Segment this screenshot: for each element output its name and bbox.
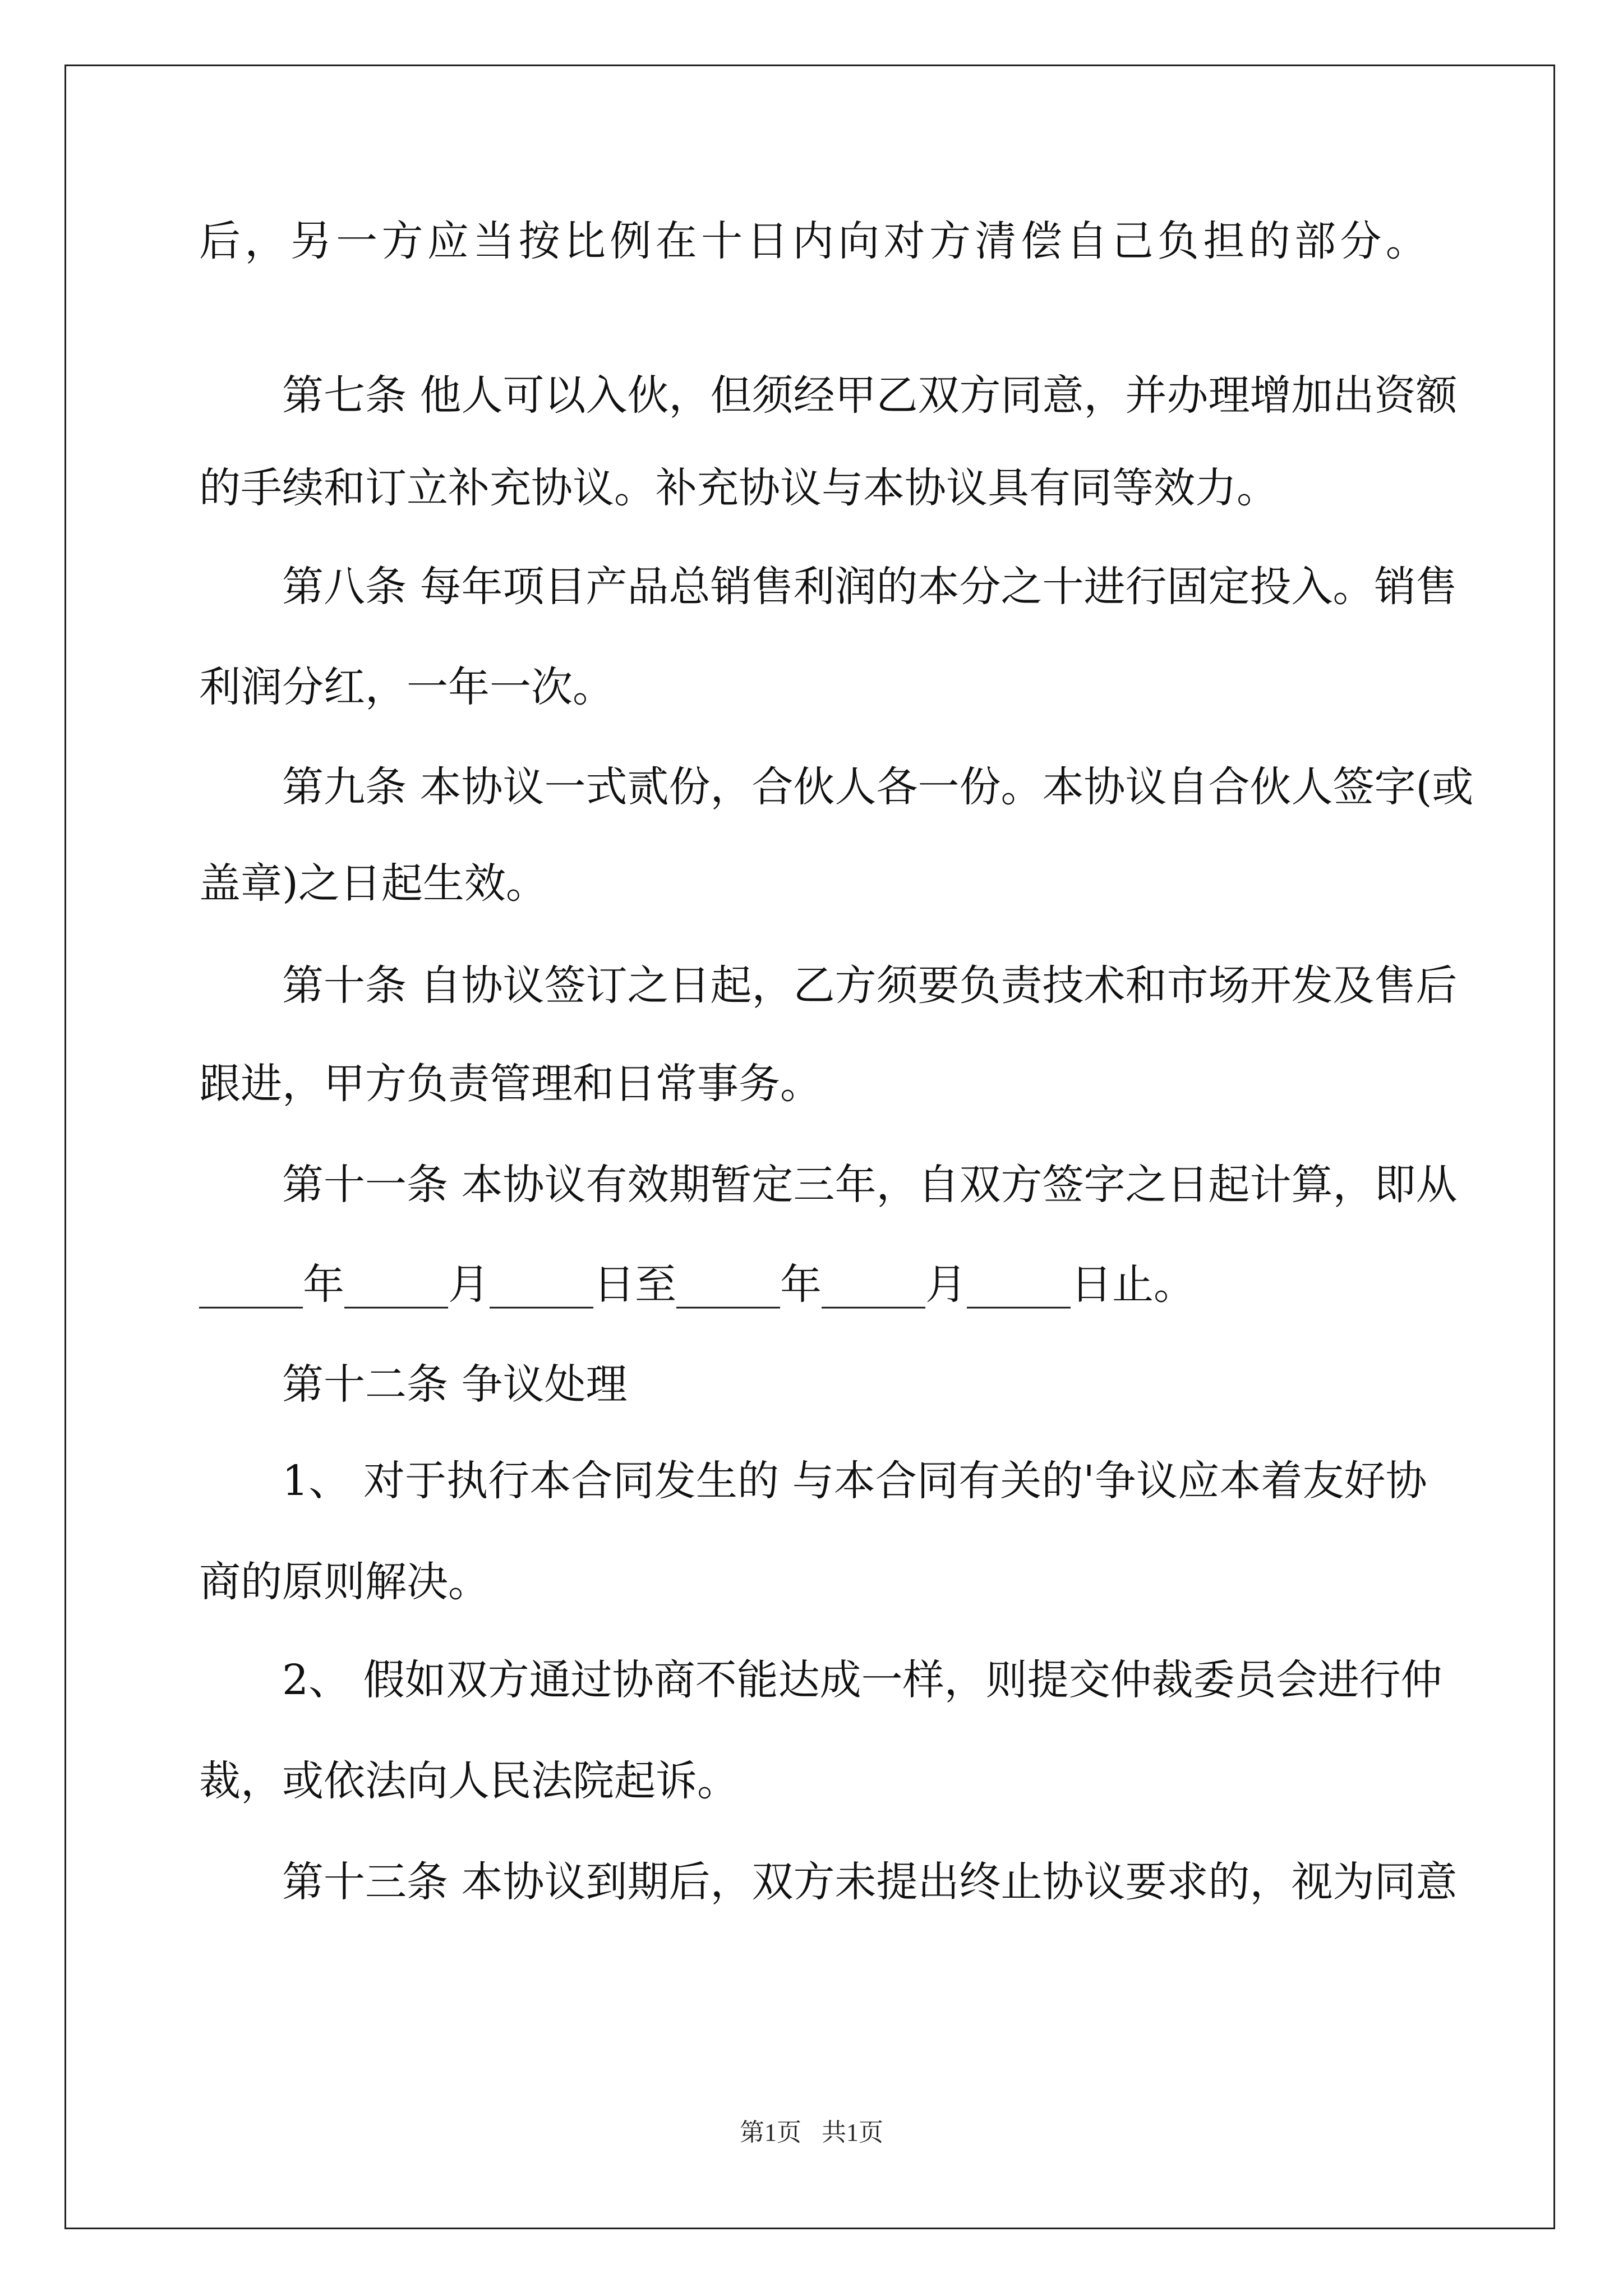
text-line-5: 利润分红，一年一次。 bbox=[199, 663, 614, 711]
text-line-2: 第 七 条 他 人 可 以 入 伙 ， 但 须 经 甲 乙 双 方 同 意 ， 并 办 理 增 加 出 资 额 bbox=[282, 371, 1458, 420]
text-line-8: 第 十 条 自 协 议 签 订 之 日 起 ， 乙 方 须 要 负 责 技 术 和 市 场 开 发 及 售 后 bbox=[282, 961, 1458, 1010]
text-line-9: 跟进，甲方负责管理和日常事务。 bbox=[199, 1060, 822, 1108]
text-line-6: 第 九 条 本 协 议 一 式 贰 份 ， 合 伙 人 各 一 份 。 本 协 议 自 合 伙 人 签 字 ( 或 bbox=[282, 763, 1474, 811]
text-line-1: 后 ， 另 一 方 应 当 按 比 例 在 十 日 内 向 对 方 清 偿 自 己 负 担 的 部 分 。 bbox=[199, 217, 1427, 265]
page-total: 共1页 bbox=[822, 2119, 883, 2146]
text-line-4: 第 八 条 每 年 项 目 产 品 总 销 售 利 润 的 本 分 之 十 进 行 固 定 投 入 。 销 售 bbox=[282, 563, 1458, 611]
text-line-11: _____年_____月_____日至_____年_____月_____日止。 bbox=[199, 1260, 1195, 1309]
page-number: 第1页 bbox=[740, 2119, 801, 2146]
text-line-15: 2 、 假 如 双 方 通 过 协 商 不 能 达 成 一 样 ， 则 提 交 仲 裁 委 员 会 进 行 仲 bbox=[282, 1656, 1442, 1704]
text-line-17: 第 十 三 条 本 协 议 到 期 后 ， 双 方 未 提 出 终 止 协 议 要 求 的 ， 视 为 同 意 bbox=[282, 1858, 1458, 1906]
text-line-13: 1 、 对 于 执 行 本 合 同 发 生 的 与 本 合 同 有 关 的 ' 争 议 应 本 着 友 好 协 bbox=[282, 1457, 1427, 1505]
text-line-10: 第 十 一 条 本 协 议 有 效 期 暂 定 三 年 ， 自 双 方 签 字 之 日 起 计 算 ， 即 从 bbox=[282, 1161, 1458, 1209]
text-line-14: 商的原则解决。 bbox=[199, 1558, 490, 1606]
text-line-12: 第十二条 争议处理 bbox=[282, 1360, 628, 1409]
text-line-16: 裁，或依法向人民法院起诉。 bbox=[199, 1757, 739, 1805]
page-footer bbox=[0, 2116, 1623, 2150]
text-line-3: 的手续和订立补充协议。补充协议与本协议具有同等效力。 bbox=[199, 464, 1278, 512]
text-line-7: 盖章)之日起生效。 bbox=[199, 859, 547, 908]
